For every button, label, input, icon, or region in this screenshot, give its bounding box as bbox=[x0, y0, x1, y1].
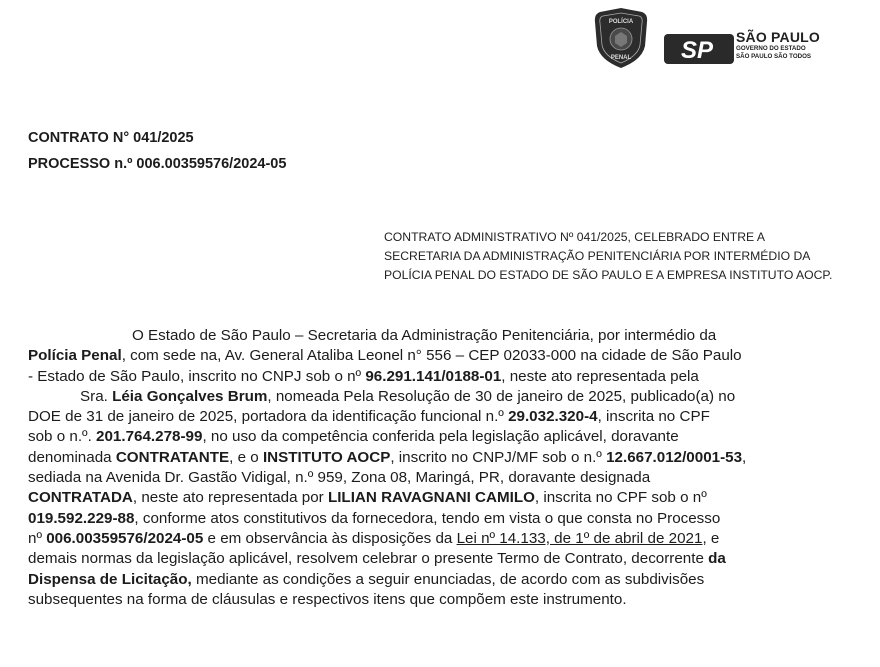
paragraph-line bbox=[28, 387, 854, 407]
representative-name-bold: Léia Gonçalves Brum bbox=[112, 387, 268, 405]
svg-text:SP: SP bbox=[680, 37, 714, 64]
text-span: , e o bbox=[229, 448, 263, 466]
text-span: nº bbox=[28, 529, 47, 547]
paragraph-line bbox=[28, 549, 854, 569]
representative-cpf-bold: 019.592.229-88 bbox=[28, 509, 135, 527]
text-span: e em observância às disposições da bbox=[203, 529, 457, 547]
party-name-bold: Polícia Penal bbox=[28, 347, 122, 365]
text-span: demais normas da legislação aplicável, resolvem celebrar o presente Termo de Contrato, decorrente bbox=[28, 550, 709, 568]
process-number-heading: PROCESSO n.º 006.00359576/2024-05 bbox=[28, 156, 287, 172]
summary-line: POLÍCIA PENAL DO ESTADO DE SÃO PAULO E A EMPRESA INSTITUTO AOCP. bbox=[384, 268, 833, 282]
gov-title: SÃO PAULO bbox=[736, 29, 820, 45]
paragraph-line bbox=[28, 427, 854, 447]
law-reference-link[interactable]: Lei nº 14.133, de 1º de abril de 2021 bbox=[456, 529, 703, 547]
text-span: , inscrita no CPF bbox=[597, 408, 710, 426]
text-span: , com sede na, Av. General Ataliba Leonel n° 556 – CEP 02033-000 na cidade de São Paulo bbox=[121, 347, 742, 365]
paragraph-line bbox=[28, 448, 854, 468]
summary-line: CONTRATO ADMINISTRATIVO Nº 041/2025, CELEBRADO ENTRE A bbox=[384, 230, 766, 244]
svg-text:PENAL: PENAL bbox=[610, 55, 632, 61]
text-span: , neste ato representada por bbox=[132, 489, 328, 507]
cpf-number-bold: 201.764.278-99 bbox=[96, 428, 203, 446]
text-span: , nomeada Pela Resolução de 30 de janeiro de 2025, publicado(a) no bbox=[267, 387, 736, 405]
text-span: , inscrito no CNPJ/MF sob o n.º bbox=[390, 448, 607, 466]
contract-summary bbox=[384, 228, 864, 285]
paragraph-line bbox=[28, 570, 854, 590]
contratante-bold: CONTRATANTE bbox=[115, 448, 230, 466]
paragraph-line bbox=[28, 529, 854, 549]
company-representative-bold: LILIAN RAVAGNANI CAMILO bbox=[327, 489, 535, 507]
text-span: DOE de 31 de janeiro de 2025, portadora da identificação funcional n.º bbox=[28, 408, 509, 426]
contract-number-heading: CONTRATO N° 041/2025 bbox=[28, 130, 194, 146]
paragraph-line bbox=[28, 468, 854, 488]
text-span: , e bbox=[702, 529, 720, 547]
svg-text:POLÍCIA: POLÍCIA bbox=[608, 19, 634, 25]
text-span: , neste ato representada pela bbox=[501, 367, 699, 385]
paragraph-line bbox=[28, 488, 854, 508]
paragraph-line bbox=[28, 407, 854, 427]
paragraph-line bbox=[28, 509, 854, 529]
text-span: , inscrita no CPF sob o nº bbox=[534, 489, 707, 507]
gov-subtitle-2: SÃO PAULO SÃO TODOS bbox=[736, 53, 812, 61]
summary-line: SECRETARIA DA ADMINISTRAÇÃO PENITENCIÁRIA POR INTERMÉDIO DA bbox=[384, 249, 811, 263]
text-span: sob o n.º. bbox=[28, 428, 97, 446]
dispensa-bold: Dispensa de Licitação, bbox=[28, 570, 192, 588]
paragraph-line bbox=[28, 590, 854, 610]
gov-subtitle-1: GOVERNO DO ESTADO bbox=[736, 45, 806, 52]
company-cnpj-bold: 12.667.012/0001-53 bbox=[606, 448, 743, 466]
paragraph-line bbox=[28, 326, 854, 346]
cnpj-number-bold: 96.291.141/0188-01 bbox=[365, 367, 502, 385]
contract-preamble-paragraph bbox=[28, 326, 854, 610]
text-span: mediante as condições a seguir enunciadas, de acordo com as subdivisões bbox=[191, 570, 705, 588]
company-name-bold: INSTITUTO AOCP bbox=[262, 448, 391, 466]
text-span: Sra. bbox=[80, 387, 113, 405]
text-span: sediada na Avenida Dr. Gastão Vidigal, n.º 959, Zona 08, Maringá, PR, doravante designada bbox=[28, 469, 651, 487]
text-span: , bbox=[742, 448, 747, 466]
text-span: , conforme atos constitutivos da fornecedora, tendo em vista o que consta no Processo bbox=[134, 509, 721, 527]
text-span: O Estado de São Paulo – Secretaria da Administração Penitenciária, por intermédio da bbox=[132, 327, 717, 344]
sao-paulo-government-logo-icon bbox=[664, 30, 734, 68]
process-number-bold: 006.00359576/2024-05 bbox=[46, 529, 204, 547]
text-span: subsequentes na forma de cláusulas e respectivos itens que compõem este instrumento. bbox=[28, 590, 627, 608]
paragraph-line bbox=[28, 367, 854, 387]
policia-penal-badge-icon bbox=[590, 6, 652, 70]
text-bold: da bbox=[708, 550, 726, 568]
id-number-bold: 29.032.320-4 bbox=[508, 408, 598, 426]
text-span: , no uso da competência conferida pela legislação aplicável, doravante bbox=[202, 428, 679, 446]
paragraph-line bbox=[28, 346, 854, 366]
contratada-bold: CONTRATADA bbox=[28, 489, 133, 507]
government-wordmark bbox=[736, 30, 820, 60]
text-span: denominada bbox=[28, 448, 116, 466]
text-span: - Estado de São Paulo, inscrito no CNPJ sob o nº bbox=[28, 367, 366, 385]
